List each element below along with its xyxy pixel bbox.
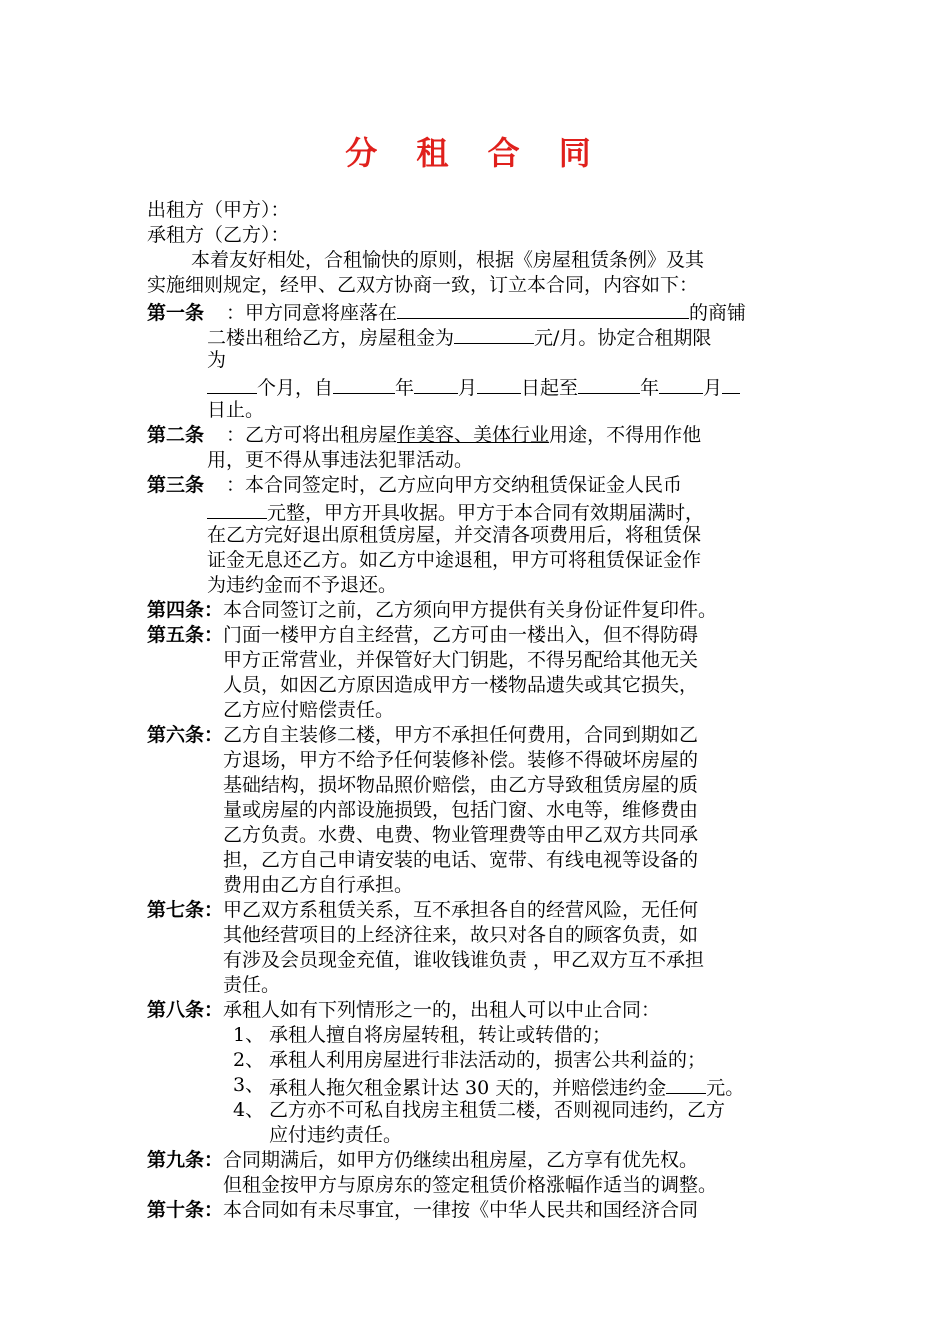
article-2-text: 用，更不得从事违法犯罪活动。 — [207, 449, 474, 471]
article-1-text: 甲方同意将座落在 — [245, 302, 398, 324]
article-8-text: 承租人如有下列情形之一的，出租人可以中止合同： — [223, 999, 661, 1021]
item-number: 4、 — [233, 1099, 265, 1121]
article-5-text: 乙方应付赔偿责任。 — [223, 699, 395, 721]
article-1-text: 二楼出租给乙方，房屋租金为 — [207, 327, 455, 349]
end-day-blank[interactable] — [722, 373, 740, 394]
article-10 — [147, 1198, 807, 1223]
article-1-text: 年 — [640, 377, 660, 399]
article-8-items — [147, 1023, 807, 1148]
article-7-text: 责任。 — [223, 974, 281, 996]
location-blank[interactable] — [397, 298, 689, 319]
article-10-text: 本合同如有未尽事宜，一律按《中华人民共和国经济合同 — [223, 1199, 699, 1221]
article-2-label: 第二条 — [147, 424, 205, 446]
deposit-blank[interactable] — [207, 498, 267, 519]
start-year-blank[interactable] — [333, 373, 395, 394]
article-3-colon: ： — [226, 474, 246, 496]
article-9-label: 第九条： — [147, 1149, 224, 1171]
article-9 — [147, 1148, 807, 1198]
article-6-text: 乙方自主装修二楼，甲方不承担任何费用，合同到期如乙 — [223, 724, 699, 746]
article-3-text: 证金无息还乙方。如乙方中途退租，甲方可将租赁保证金作 — [207, 549, 702, 571]
article-6-text: 量或房屋的内部设施损毁，包括门窗、水电等，维修费由 — [223, 799, 699, 821]
item-number: 2、 — [233, 1049, 265, 1071]
lessee-line: 承租方（乙方）： — [147, 224, 290, 246]
article-4-label: 第四条： — [147, 599, 224, 621]
document-title: 分 租 合 同 — [345, 134, 605, 172]
start-month-blank[interactable] — [414, 373, 458, 394]
rent-blank[interactable] — [454, 323, 534, 344]
lessor-line: 出租方（甲方）： — [147, 199, 290, 221]
article-1-text: 月 — [703, 377, 723, 399]
article-6-text: 乙方负责。水费、电费、物业管理费等由甲乙双方共同承 — [223, 824, 699, 846]
item-text: 承租人擅自将房屋转租，转让或转借的； — [269, 1024, 612, 1046]
article-4 — [147, 598, 807, 623]
item-number: 3、 — [233, 1074, 265, 1096]
usage-underlined: 作美容、美体行业 — [397, 424, 550, 446]
preamble-line-1: 本着友好相处，合租愉快的原则，根据《房屋租赁条例》及其 — [191, 249, 705, 271]
article-1 — [147, 298, 807, 423]
article-3-text: 元整，甲方开具收据。甲方于本合同有效期届满时， — [267, 502, 705, 524]
article-3 — [147, 473, 807, 598]
article-7-text: 其他经营项目的上经济往来，故只对各自的顾客负责，如 — [223, 924, 699, 946]
list-item — [233, 1023, 807, 1048]
article-5-text: 人员，如因乙方原因造成甲方一楼物品遗失或其它损失， — [223, 674, 699, 696]
end-year-blank[interactable] — [578, 373, 640, 394]
article-6-text: 方退场，甲方不给予任何装修补偿。装修不得破坏房屋的 — [223, 749, 699, 771]
article-8 — [147, 998, 807, 1023]
item-text: 承租人拖欠租金累计达 30 天的，并赔偿违约金 — [269, 1077, 667, 1099]
item-text: 承租人利用房屋进行非法活动的，损害公共利益的； — [269, 1049, 707, 1071]
article-1-text: 月 — [458, 377, 478, 399]
list-item — [233, 1073, 807, 1098]
article-2-text: 乙方可将出租房屋 — [245, 424, 398, 446]
item-text: 乙方亦不可私自找房主租赁二楼，否则视同违约，乙方 — [269, 1099, 726, 1121]
article-1-label: 第一条 — [147, 302, 205, 324]
penalty-blank[interactable] — [666, 1073, 706, 1094]
article-8-label: 第八条： — [147, 999, 224, 1021]
item-text: 元。 — [706, 1077, 745, 1099]
article-6-label: 第六条： — [147, 724, 224, 746]
article-5 — [147, 623, 807, 723]
article-1-text: 个月，自 — [257, 377, 334, 399]
item-text: 应付违约责任。 — [269, 1124, 403, 1146]
article-7 — [147, 898, 807, 998]
article-3-text: 本合同签定时，乙方应向甲方交纳租赁保证金人民币 — [245, 474, 683, 496]
preamble-line-2: 实施细则规定，经甲、乙双方协商一致，订立本合同，内容如下： — [147, 274, 699, 296]
article-3-text: 在乙方完好退出原租赁房屋，并交清各项费用后，将租赁保 — [207, 524, 702, 546]
article-10-label: 第十条： — [147, 1199, 224, 1221]
article-1-text: 日起至 — [521, 377, 579, 399]
contract-body — [147, 198, 807, 1223]
article-1-text: 为 — [207, 349, 227, 371]
item-number: 1、 — [233, 1024, 265, 1046]
article-7-label: 第七条： — [147, 899, 224, 921]
article-9-text: 但租金按甲方与原房东的签定租赁价格涨幅作适当的调整。 — [223, 1174, 718, 1196]
article-1-text: 元/月。协定合租期限 — [534, 327, 712, 349]
article-5-text: 甲方正常营业，并保管好大门钥匙，不得另配给其他无关 — [223, 649, 699, 671]
start-day-blank[interactable] — [477, 373, 521, 394]
article-9-text: 合同期满后，如甲方仍继续出租房屋，乙方享有优先权。 — [223, 1149, 699, 1171]
article-5-text: 门面一楼甲方自主经营，乙方可由一楼出入，但不得防碍 — [223, 624, 699, 646]
article-7-text: 有涉及会员现金充值，谁收钱谁负责 ，甲乙双方互不承担 — [223, 949, 705, 971]
article-3-label: 第三条 — [147, 474, 205, 496]
article-2-colon: ： — [226, 424, 246, 446]
article-2-text: 用途，不得用作他 — [549, 424, 702, 446]
article-5-label: 第五条： — [147, 624, 224, 646]
article-4-text: 本合同签订之前，乙方须向甲方提供有关身份证件复印件。 — [223, 599, 718, 621]
article-6-text: 费用由乙方自行承担。 — [223, 874, 414, 896]
article-6-text: 基础结构，损坏物品照价赔偿，由乙方导致租赁房屋的质 — [223, 774, 699, 796]
article-1-text: 年 — [395, 377, 415, 399]
article-3-text: 为违约金而不予退还。 — [207, 574, 398, 596]
months-blank[interactable] — [207, 373, 257, 394]
article-1-text: 日止。 — [207, 399, 265, 421]
article-1-text: 的商铺 — [689, 302, 747, 324]
end-month-blank[interactable] — [659, 373, 703, 394]
article-1-colon: ： — [226, 302, 246, 324]
article-6 — [147, 723, 807, 898]
article-7-text: 甲乙双方系租赁关系，互不承担各自的经营风险，无任何 — [223, 899, 699, 921]
article-2 — [147, 423, 807, 473]
list-item — [233, 1048, 807, 1073]
article-6-text: 担，乙方自己申请安装的电话、宽带、有线电视等设备的 — [223, 849, 699, 871]
list-item — [233, 1098, 807, 1123]
